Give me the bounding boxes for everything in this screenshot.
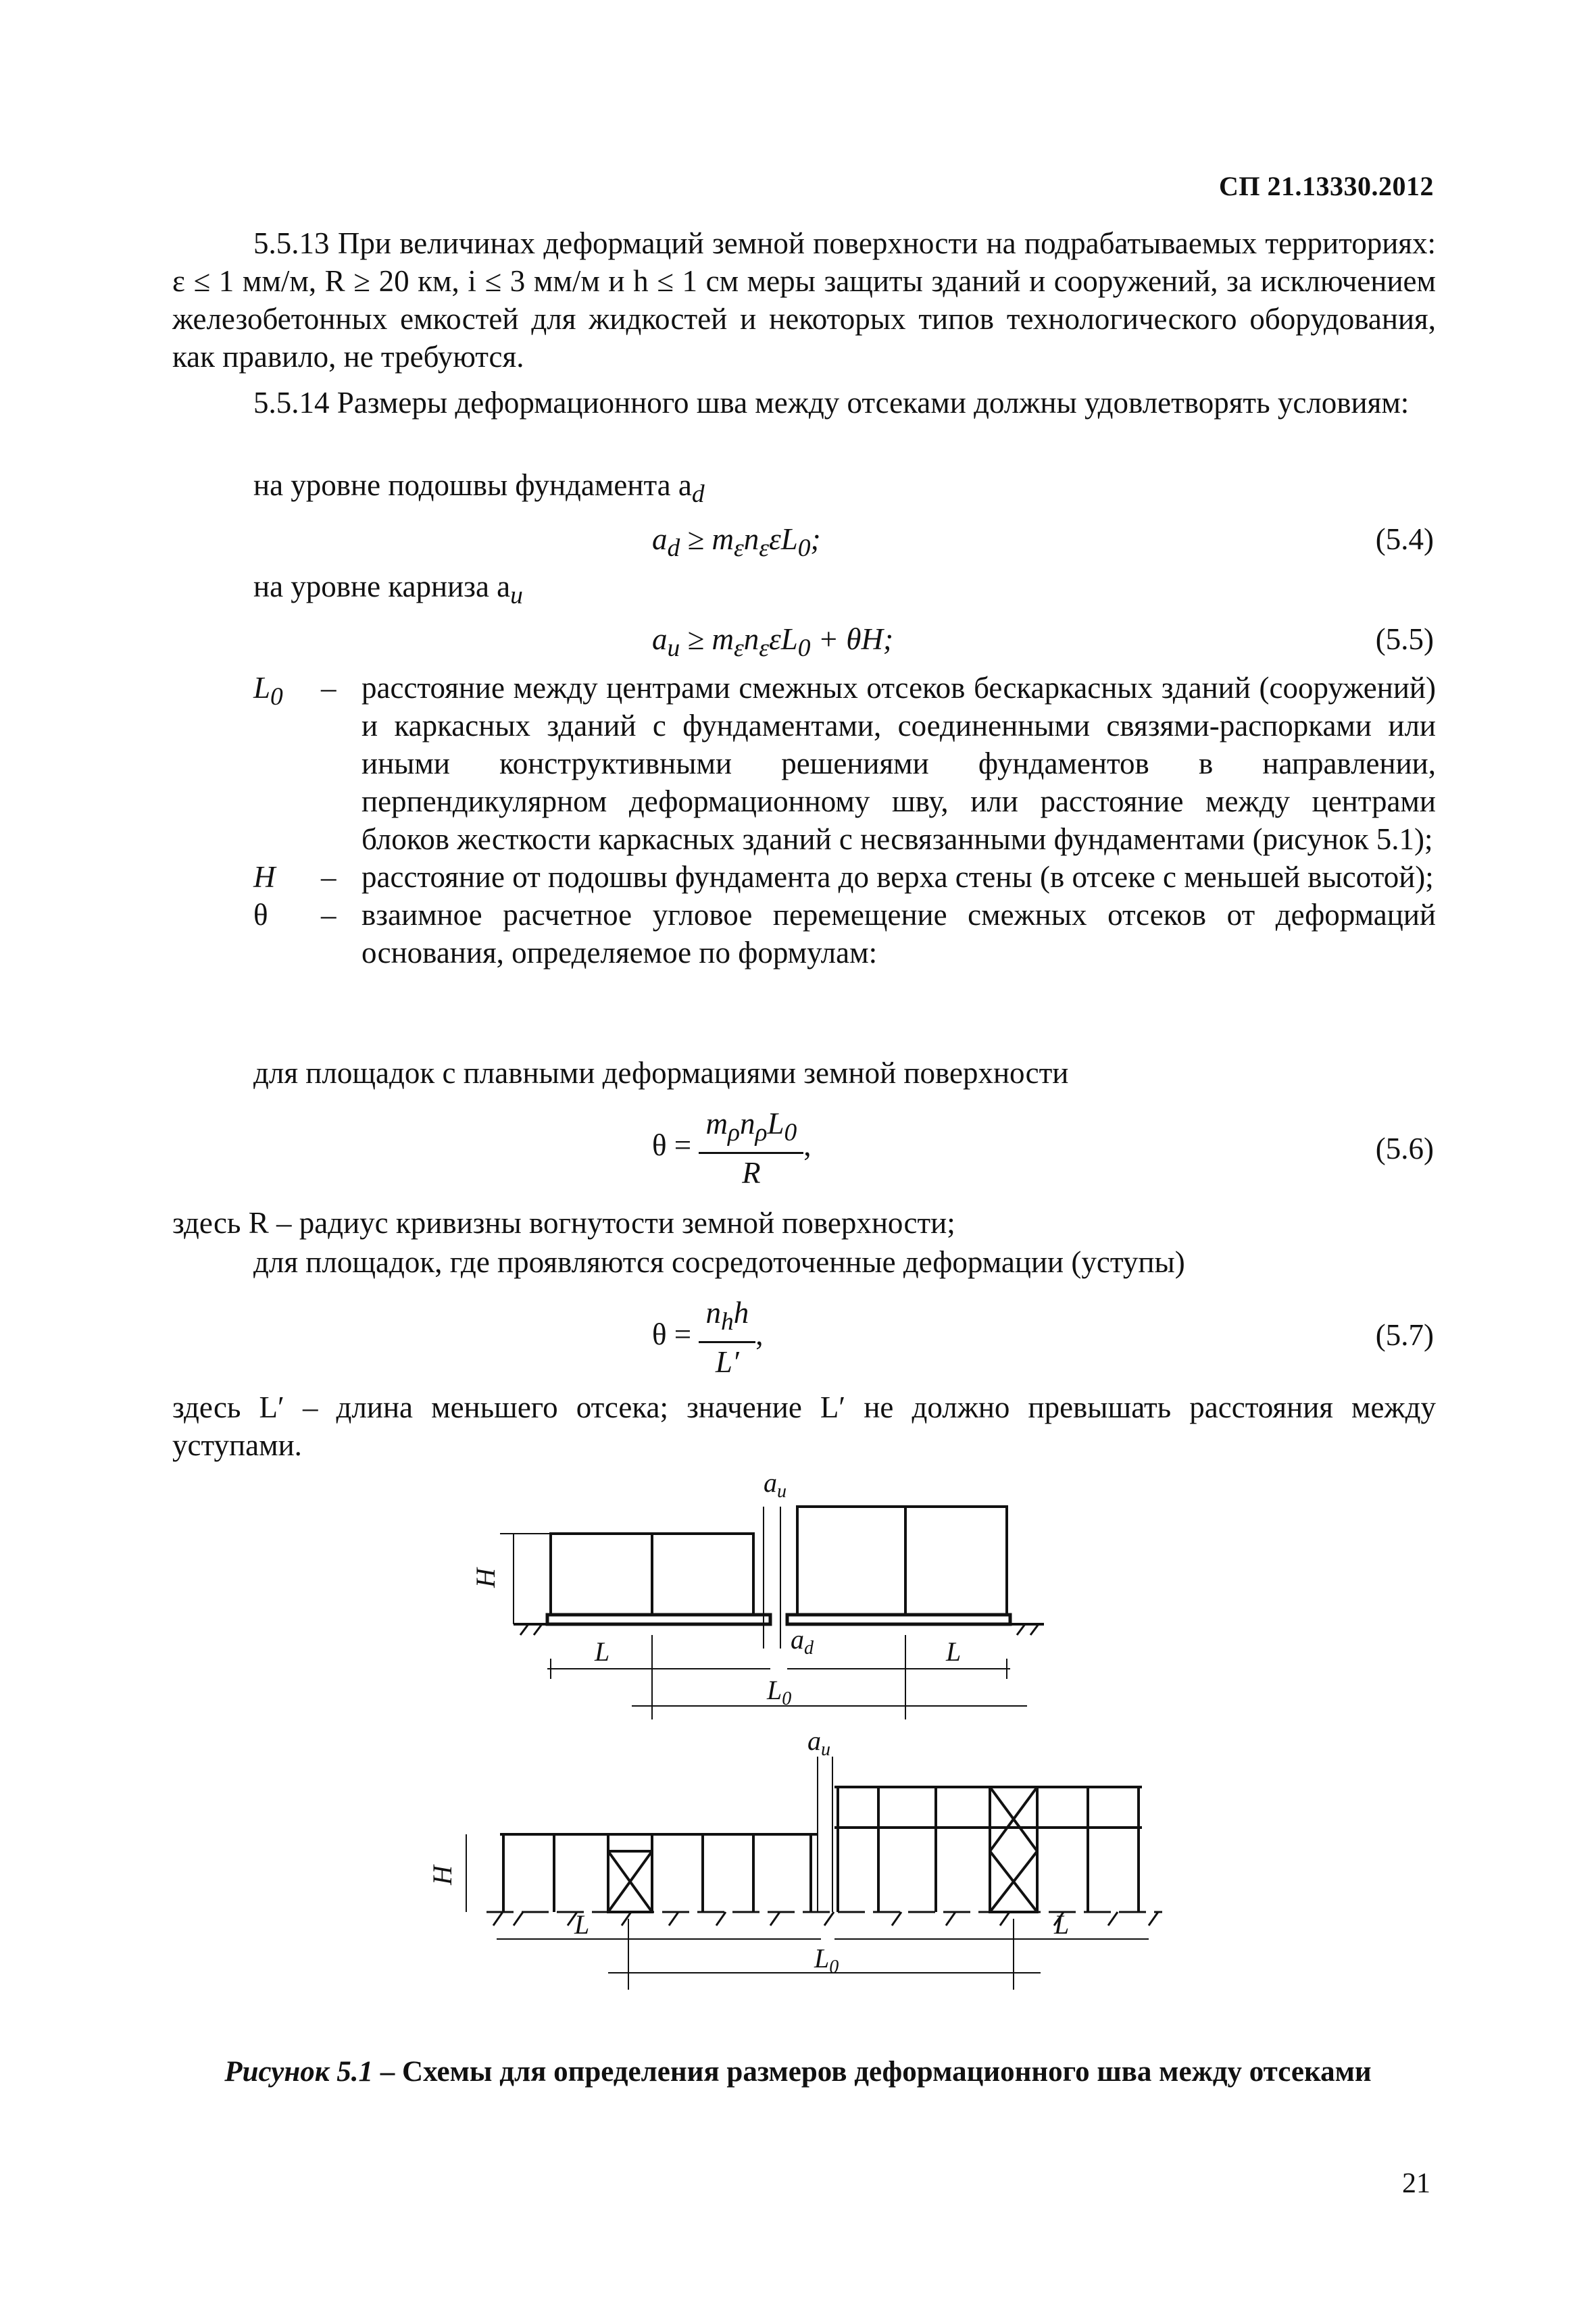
equation-5-4: $a_d \ge m_\varepsilon n_\varepsilon\varepsilon L_0$; [652,522,821,562]
label-l0-bottom: $L_0$ [814,1943,839,1978]
equation-5-7: θ = $\frac{n_hh}{L'}$ , [652,1294,763,1381]
equation-5-5: $a_u \ge m_\varepsilon n_\varepsilon\varepsilon L_0 + \theta H$; [652,622,893,662]
cornice-level-text: на уровне карниза $a_u$ [253,570,523,609]
paragraph-5-5-13: 5.5.13 При величинах деформаций земной поверхности на подрабатываемых территориях: ε ≤ 1 мм/м, R ≥ 20 км, i ≤ 3 мм/м и h ≤ 1 см меры защиты зданий и сооружений, за исключением железобетонных емкостей для жидкостей и некоторых типов технологического оборудования, как правило, не требуются. [172,226,1436,374]
foundation-level-text: на уровне подошвы фундамента $a_d$ [253,468,705,508]
foundation-right [787,1615,1010,1624]
foundation-left [547,1615,770,1624]
paragraph-5-5-14: 5.5.14 Размеры деформационного шва между отсеками должны удовлетворять условиям: [253,386,1410,420]
label-h-bottom: H [427,1865,457,1885]
equation-5-6: θ = $\frac{m_\rho n_\rho L_0}{R}$ , [652,1105,811,1192]
here-l-text: здесь L′ – длина меньшего отсека; значение L′ не должно превышать расстояния между уступами. [172,1390,1436,1462]
label-l-bottom-left: L [574,1909,590,1940]
label-h-top: H [470,1568,501,1588]
definition-item: H – расстояние от подошвы фундамента до верха стены (в отсеке с меньшей высотой); [253,860,1434,894]
equation-5-5-number: (5.5) [1375,622,1434,656]
equation-5-6-number: (5.6) [1375,1132,1434,1165]
label-ad: $a_d$ [791,1624,814,1659]
building-right [797,1507,1007,1615]
definition-item: θ – взаимное расчетное угловое перемещение смежных отсеков от деформаций основания, определяемое по формулам: [253,898,1436,970]
frame-columns [503,1787,1139,1912]
here-r-text: здесь R – радиус кривизны вогнутости земной поверхности; [172,1206,955,1240]
stiffness-block-right [990,1787,1037,1912]
definition-item: $L_0$ – расстояние между центрами смежных отсеков бескаркасных зданий (сооружений) и каркасных зданий с фундаментами, соединенными связями-распорками или иными конструктивными решениями фундаментов в направлении, перпендикулярном деформационному шву, или расстояние между центрами блоков жесткости каркасных зданий с несвязанными фундаментами (рисунок 5.1); [253,671,1436,856]
smooth-sites-text: для площадок с плавными деформациями земной поверхности [253,1056,1069,1090]
label-l-top-right: L [946,1636,962,1667]
label-au-bottom: $a_u$ [807,1726,830,1760]
label-au-top: $a_u$ [764,1467,787,1502]
concentrated-sites-text: для площадок, где проявляются сосредоточенные деформации (уступы) [253,1245,1185,1279]
label-l-top-left: L [595,1636,610,1667]
document-code: СП 21.13330.2012 [1219,171,1434,201]
figure-caption: Рисунок 5.1 – Схемы для определения размеров деформационного шва между отсеками [224,2056,1372,2088]
label-l0-top: $L_0$ [767,1675,792,1709]
equation-5-7-number: (5.7) [1375,1318,1434,1352]
page-number: 21 [1402,2168,1430,2199]
equation-5-4-number: (5.4) [1375,522,1434,556]
label-l-bottom-right: L [1054,1909,1070,1940]
